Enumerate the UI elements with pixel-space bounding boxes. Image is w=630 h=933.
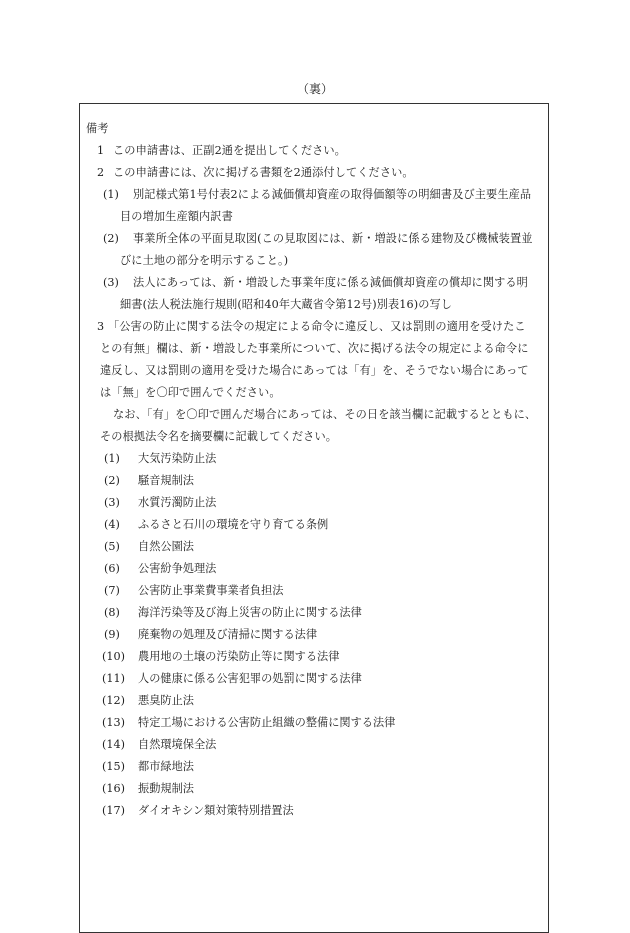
- law-1-number: (1): [104, 452, 120, 465]
- law-14-name: 自然環境保全法: [138, 738, 217, 751]
- law-4-name: ふるさと石川の環境を守り育てる条例: [138, 518, 329, 531]
- law-7-number: (7): [104, 584, 120, 597]
- law-17-number: (17): [102, 804, 125, 817]
- law-10-name: 農用地の土壌の汚染防止等に関する法律: [138, 650, 340, 663]
- note-2-sub-1-line-1: 別記様式第1号付表2による減価償却資産の取得価額等の明細書及び主要生産品: [133, 188, 532, 201]
- law-17-name: ダイオキシン類対策特別措置法: [138, 804, 294, 817]
- note-2-sub-2-line-1: 事業所全体の平面見取図(この見取図には、新・増設に係る建物及び機械装置並: [133, 232, 533, 245]
- law-12-name: 悪臭防止法: [138, 694, 194, 707]
- page-side-label: （裏）: [296, 82, 333, 96]
- law-11-number: (11): [102, 672, 125, 685]
- law-11-name: 人の健康に係る公害犯罪の処罰に関する法律: [138, 672, 362, 685]
- note-3-line-1: 「公害の防止に関する法令の規定による命令に違反し、又は罰則の適用を受けたこ: [108, 320, 526, 333]
- note-2-sub-3-line-1: 法人にあっては、新・増設した事業年度に係る減価償却資産の償却に関する明: [133, 276, 528, 289]
- law-3-name: 水質汚濁防止法: [138, 496, 217, 509]
- note-2-number: 2: [97, 166, 105, 179]
- law-9-name: 廃棄物の処理及び清掃に関する法律: [138, 628, 318, 641]
- law-6-number: (6): [104, 562, 120, 575]
- law-7-name: 公害防止事業費事業者負担法: [138, 584, 284, 597]
- law-16-name: 振動規制法: [138, 782, 194, 795]
- note-3-line-4: は「無」を〇印で囲んでください。: [100, 386, 281, 399]
- law-14-number: (14): [102, 738, 125, 751]
- note-2-sub-1-number: (1): [103, 188, 119, 201]
- note-3-line-5: なお、「有」を〇印で囲んだ場合にあっては、その日を該当欄に記載するとともに、: [113, 408, 537, 421]
- law-4-number: (4): [104, 518, 120, 531]
- law-8-name: 海洋汚染等及び海上災害の防止に関する法律: [138, 606, 362, 619]
- note-2-sub-3-line-2: 細書(法人税法施行規則(昭和40年大蔵省令第12号)別表16)の写し: [120, 298, 453, 311]
- note-1-text: この申請書は、正副2通を提出してください。: [113, 144, 346, 157]
- note-2-sub-2-number: (2): [103, 232, 119, 245]
- law-6-name: 公害紛争処理法: [138, 562, 217, 575]
- note-2-sub-1-line-2: 目の増加生産額内訳書: [120, 210, 233, 223]
- law-16-number: (16): [102, 782, 125, 795]
- note-3-line-6: その根拠法令名を摘要欄に記載してください。: [100, 430, 338, 443]
- note-2-sub-3-number: (3): [103, 276, 119, 289]
- law-13-number: (13): [102, 716, 125, 729]
- law-10-number: (10): [102, 650, 125, 663]
- law-13-name: 特定工場における公害防止組織の整備に関する法律: [138, 716, 396, 729]
- law-3-number: (3): [104, 496, 120, 509]
- notes-title: 備考: [86, 122, 109, 135]
- law-2-number: (2): [104, 474, 120, 487]
- law-15-name: 都市緑地法: [138, 760, 194, 773]
- law-5-name: 自然公園法: [138, 540, 194, 553]
- law-12-number: (12): [102, 694, 125, 707]
- note-1-number: 1: [97, 144, 105, 157]
- note-2-text: この申請書には、次に掲げる書類を2通添付してください。: [113, 166, 414, 179]
- law-2-name: 騒音規制法: [138, 474, 194, 487]
- law-5-number: (5): [104, 540, 120, 553]
- note-3-line-3: 違反し、又は罰則の適用を受けた場合にあっては「有」を、そうでない場合にあって: [100, 364, 529, 377]
- law-1-name: 大気汚染防止法: [138, 452, 217, 465]
- note-3-number: 3: [97, 320, 105, 333]
- note-2-sub-2-line-2: びに土地の部分を明示すること。): [120, 254, 289, 267]
- law-15-number: (15): [102, 760, 125, 773]
- law-9-number: (9): [104, 628, 120, 641]
- law-8-number: (8): [104, 606, 120, 619]
- note-3-line-2: との有無」欄は、新・増設した事業所について、次に掲げる法令の規定による命令に: [100, 342, 529, 355]
